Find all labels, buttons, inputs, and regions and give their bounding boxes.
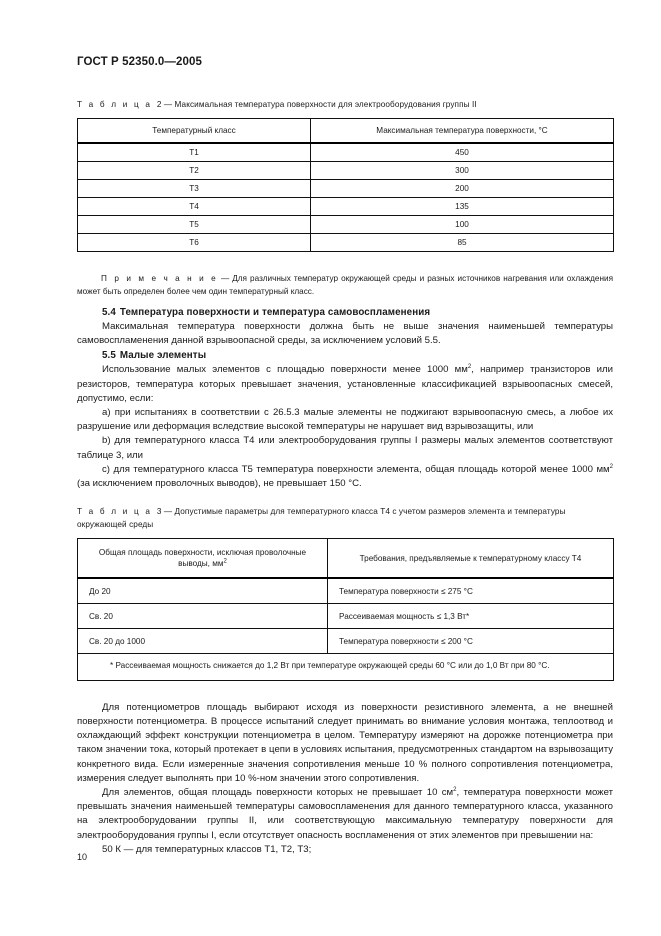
table2-cell-temp: 200 <box>311 180 614 198</box>
table3-footnote <box>78 654 614 681</box>
paragraph-elements <box>77 786 613 843</box>
table-2 <box>77 118 614 252</box>
table3-body <box>78 578 614 680</box>
spacer <box>77 491 613 505</box>
table3-caption <box>77 505 613 531</box>
paragraph-potentiometer: Для потенциометров площадь выбирают исходя из поверхности резистивного элемента, а не внешней поверхности потенциометра. В процессе испытаний следует принимать во внимание условия монтажа, теплоотвод и охлаждающий эффект конструкции потенциометра в целом. Температуру измеряют на дорожке потенциометра при таком значении тока, который протекает в цепи в условиях испытания, предусмотренных стандартом на взрывозащиту конкретного вида. Если измеренные значения сопротивления меньше 10 % полного сопротивления потенциометра, измерения следует выполнять при 10 %-ном значении этого сопротивления. <box>77 701 613 784</box>
list-item-c <box>77 463 613 491</box>
table2-header-row <box>78 119 614 144</box>
item-c-part1: c) для температурного класса Т5 температура поверхности элемента, общая площадь которой менее 1000 мм <box>102 463 610 475</box>
section-number-5-5: 5.5 <box>102 350 116 362</box>
item-c-superscript: 2 <box>609 463 613 470</box>
table3-header-requirement: Требования, предъявляемые к температурному классу Т4 <box>328 539 614 579</box>
table-row <box>78 143 614 162</box>
table3-head <box>78 539 614 579</box>
table2-cell-class: Т5 <box>78 216 311 234</box>
table3-footnote-text: * Рассеиваемая мощность снижается до 1,2 Вт при температуре окружающей среды 60 °С или до 1,0 Вт при 80 °С. <box>110 661 550 671</box>
table2-header-class: Температурный класс <box>78 119 311 144</box>
table3-header-row <box>78 539 614 579</box>
table2-header-temp: Максимальная температура поверхности, °С <box>311 119 614 144</box>
intro-superscript: 2 <box>467 364 472 371</box>
table2-note <box>77 272 613 298</box>
elements-part1: Для элементов, общая площадь поверхности которых не превышает 10 см <box>102 786 454 798</box>
table2-cell-class: Т4 <box>78 198 311 216</box>
table-row <box>78 162 614 180</box>
section-title-5-5: Малые элементы <box>119 350 207 362</box>
table3-caption-number: 3 <box>156 507 162 517</box>
page-number: 10 <box>77 852 88 862</box>
table3-cell-area: До 20 <box>78 578 328 604</box>
table-row <box>78 234 614 252</box>
paragraph-limit-50k: 50 К — для температурных классов Т1, Т2, Т3; <box>102 843 312 855</box>
table2-body <box>78 143 614 252</box>
list-item-a: а) при испытаниях в соответствии с 26.5.3 малые элементы не поджигают взрывоопасную смесь, а любое их разрушение или деформация вследствие высокой температуры не нарушает вид взрывозащиты, или <box>77 407 613 433</box>
list-item-b: b) для температурного класса Т4 или электрооборудования группы I размеры малых элементов соответствуют таблице 3, или <box>77 435 613 461</box>
table2-head <box>78 119 614 144</box>
table-row <box>78 654 614 681</box>
note-text: — Для различных температур окружающей среды и разных источников нагревания или охлаждения может быть определен более чем один температурный класс. <box>77 274 614 296</box>
elements-superscript: 2 <box>453 786 457 793</box>
table3-caption-text: — Допустимые параметры для температурного класса Т4 с учетом размеров элемента и температуры окружающей среды <box>77 507 566 530</box>
section-title-5-4: Температура поверхности и температура самовоспламенения <box>119 307 431 318</box>
table2-caption-text: — Максимальная температура поверхности для электрооборудования группы II <box>163 100 477 109</box>
spacer <box>77 298 613 305</box>
section-heading-5-4 <box>77 305 613 320</box>
table2-caption <box>77 98 613 111</box>
spacer <box>77 252 613 272</box>
spacer <box>77 681 613 701</box>
table3-cell-requirement: Температура поверхности ≤ 200 °С <box>328 629 614 654</box>
table3-header-superscript: 2 <box>223 558 227 565</box>
table-row <box>78 180 614 198</box>
section-heading-5-5 <box>77 348 613 363</box>
intro-text-part1: Использование малых элементов с площадью поверхности менее 1000 мм <box>102 364 468 376</box>
table2-cell-class: Т6 <box>78 234 311 252</box>
table2-cell-temp: 450 <box>311 143 614 162</box>
table2-cell-temp: 300 <box>311 162 614 180</box>
table2-cell-class: Т1 <box>78 143 311 162</box>
table-row <box>78 578 614 604</box>
table2-cell-temp: 100 <box>311 216 614 234</box>
table2-cell-class: Т2 <box>78 162 311 180</box>
table-row <box>78 198 614 216</box>
table3-caption-label: Т а б л и ц а <box>77 507 153 517</box>
section-5-4-body: Максимальная температура поверхности должна быть не выше значения наименьшей температуры самовоспламенения данной взрывоопасной среды, за исключением условий 5.5. <box>77 321 613 347</box>
table2-cell-temp: 135 <box>311 198 614 216</box>
table2-cell-temp: 85 <box>311 234 614 252</box>
table3-cell-requirement: Рассеиваемая мощность ≤ 1,3 Вт* <box>328 604 614 629</box>
page-content <box>77 56 613 857</box>
table-row <box>78 629 614 654</box>
table3-cell-area: Св. 20 <box>78 604 328 629</box>
section-5-5-intro <box>77 363 613 406</box>
intro-text-part2: , например транзисторов или резисторов, температура которых превышает значения, установленные классификацией взрывоопасных смесей, допустимо, если: <box>77 364 613 404</box>
table2-caption-label: Т а б л и ц а <box>77 100 153 109</box>
table-row <box>78 604 614 629</box>
elements-part2: , температура поверхности может превышать значения наименьшей температуры самовоспламенения для данного температурного класса, указанного на электрооборудовании группы II, или соответствующую максимальную температуру поверхности для электрооборудования группы I, если отсутствует опасность воспламенения от этих элементов при превышении на: <box>77 786 614 841</box>
table-3 <box>77 538 614 681</box>
table3-cell-area: Св. 20 до 1000 <box>78 629 328 654</box>
table2-cell-class: Т3 <box>78 180 311 198</box>
table3-header-area-text: Общая площадь поверхности, исключая проволочные выводы, мм <box>98 548 307 569</box>
table2-caption-number: 2 <box>156 100 162 109</box>
note-label: П р и м е ч а н и е <box>101 274 218 283</box>
document-header: ГОСТ Р 52350.0—2005 <box>77 56 202 68</box>
item-c-part2: (за исключением проволочных выводов), не превышает 150 °С. <box>77 478 362 490</box>
table3-cell-requirement: Температура поверхности ≤ 275 °С <box>328 578 614 604</box>
section-number-5-4: 5.4 <box>102 307 116 318</box>
table3-header-area <box>78 539 328 579</box>
table-row <box>78 216 614 234</box>
